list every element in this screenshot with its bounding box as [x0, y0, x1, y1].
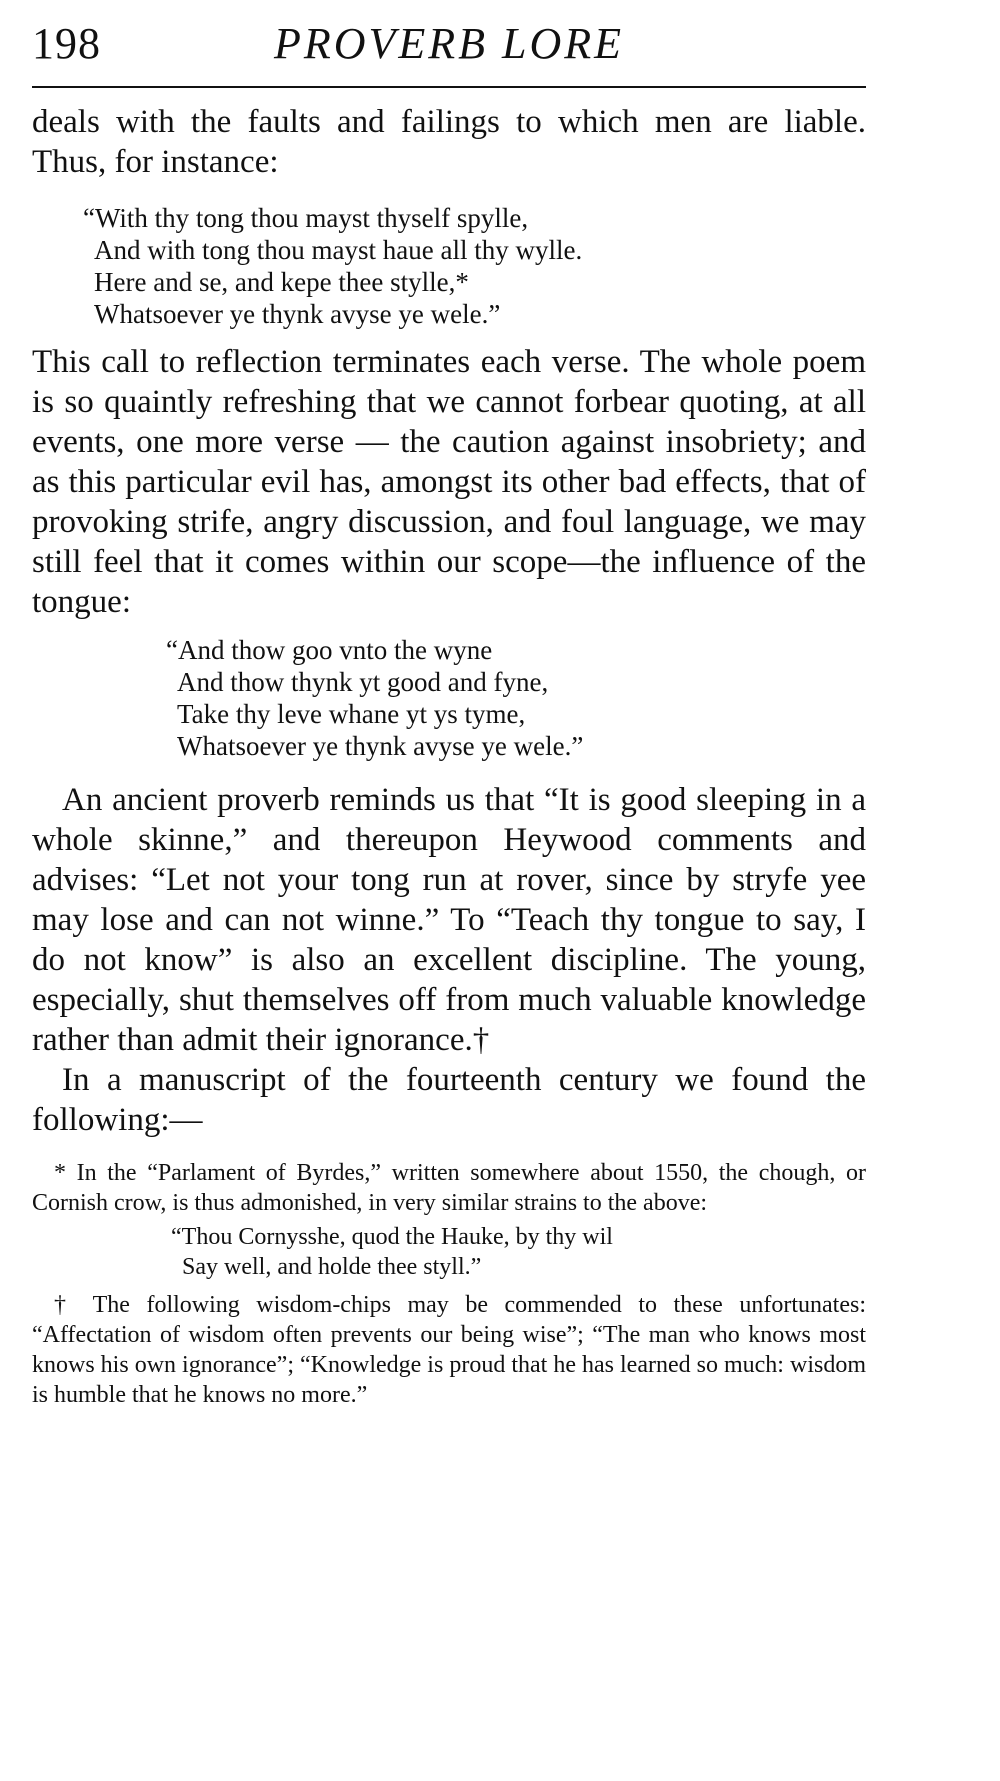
paragraph-1: deals with the faults and failings to which men are liable. Thus, for instance:	[32, 104, 866, 180]
footnote-2: † The following wisdom-chips may be commended to these unfortunates: “Affectation of wisdom often prevents our being wise”; “The man who knows most knows his own ignorance”; “Knowledge is proud that he has learned so much: wisdom is humble that he knows no more.”	[32, 1292, 866, 1408]
verse-block-2	[32, 634, 866, 762]
verse-line: Whatsoever ye thynk avyse ye wele.”	[94, 299, 501, 329]
verse-line: Take thy leve whane yt ys tyme,	[177, 699, 526, 729]
page-header	[32, 0, 866, 88]
verse-line: “With thy tong thou mayst thyself spylle,	[83, 203, 529, 233]
paragraph-3: An ancient proverb reminds us that “It is good sleeping in a whole skinne,” and thereupon Heywood comments and advises: “Let not your tong run at rover, since by stryfe yee may lose and can not winne.” To “Teach thy tongue to say, I do not know” is also an excellent discipline. The young, especially, shut themselves off from much valuable knowledge rather than admit their ignorance.†	[32, 782, 866, 1058]
footnote-verse	[32, 1222, 866, 1282]
verse-line: “Thou Cornysshe, quod the Hauke, by thy wil	[171, 1224, 613, 1250]
running-title: PROVERB LORE	[273, 19, 625, 68]
paragraph-4: In a manuscript of the fourteenth century we found the following:—	[32, 1062, 866, 1138]
verse-line: Here and se, and kepe thee stylle,*	[94, 267, 469, 297]
verse-line: Say well, and holde thee styll.”	[182, 1254, 482, 1280]
verse-line: And thow thynk yt good and fyne,	[177, 667, 549, 697]
verse-line: And with tong thou mayst haue all thy wylle.	[94, 235, 583, 265]
paragraph-2: This call to reflection terminates each verse. The whole poem is so quaintly refreshing that we cannot forbear quoting, at all events, one more verse — the caution against insobriety; and as this particular evil has, amongst its other bad effects, that of provoking strife, angry discussion, and foul language, we may still feel that it comes within our scope—the influence of the tongue:	[32, 344, 866, 620]
verse-line: Whatsoever ye thynk avyse ye wele.”	[177, 731, 584, 761]
page-body	[32, 102, 866, 1140]
verse-block-1	[32, 202, 866, 330]
footnotes	[32, 1158, 866, 1410]
verse-line: “And thow goo vnto the wyne	[166, 635, 493, 665]
book-page	[32, 0, 866, 1410]
page-number: 198	[32, 19, 101, 68]
footnote-1: * In the “Parlament of Byrdes,” written somewhere about 1550, the chough, or Cornish crow, is thus admonished, in very similar strains to the above:	[32, 1160, 866, 1216]
